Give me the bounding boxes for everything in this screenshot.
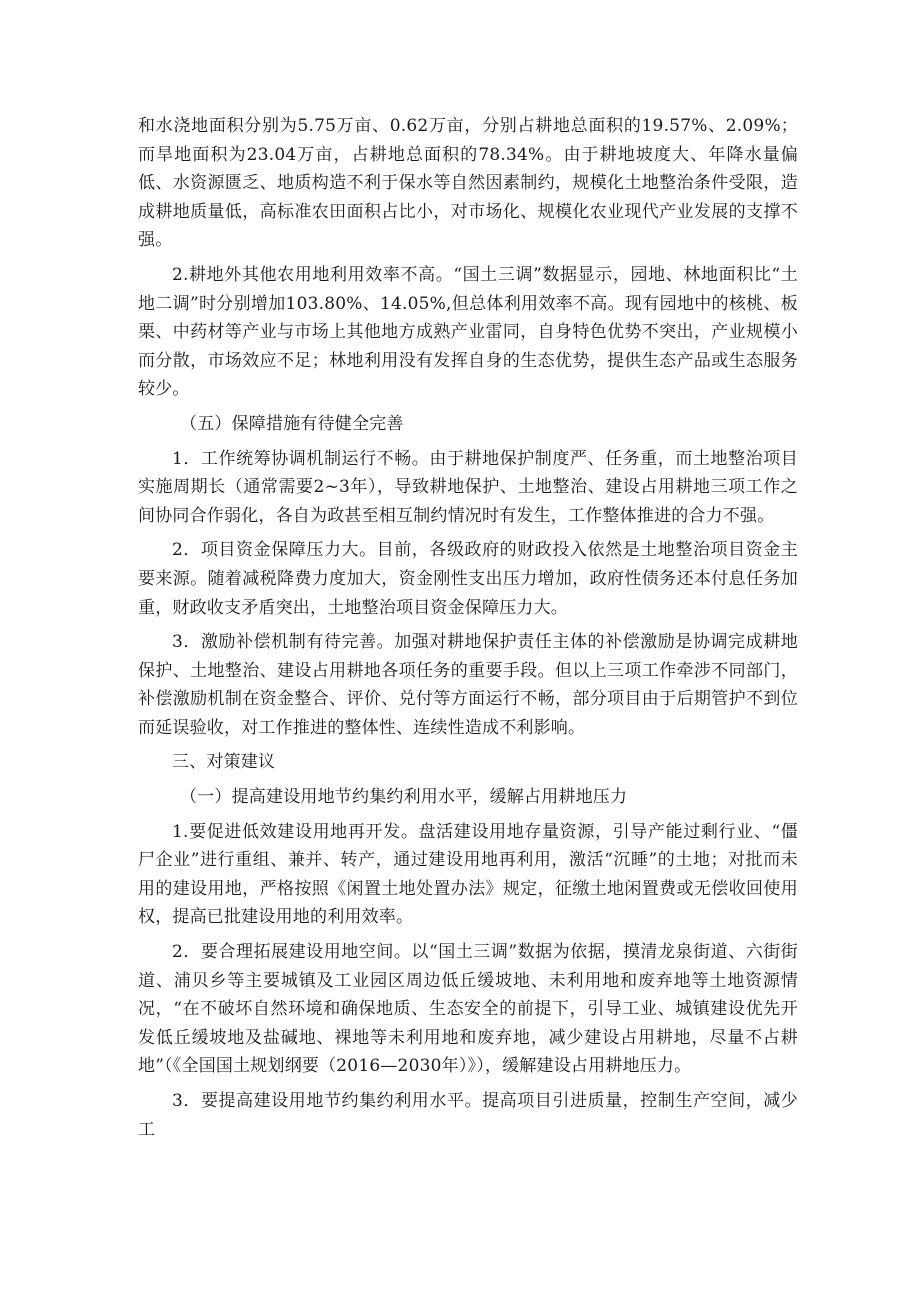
- paragraph-expand-space: 2．要合理拓展建设用地空间。以“国土三调”数据为依据，摸清龙泉街道、六街街道、浦贝乡等主要城镇及工业园区周边低丘缓坡地、未利用地和废弃地等土地资源情况，“在不破坏自然环境和确保地质、生态安全的前提下，引导工业、城镇建设优先开发低丘缓坡地及盐碱地、裸地等未利用地和废弃地，减少建设占用耕地，尽量不占耕地”（《全国国土规划纲要（2016—2030年）》），缓解建设占用耕地压力。: [138, 942, 798, 1077]
- document-body: [138, 112, 798, 1150]
- paragraph-coordination-mechanism: 1．工作统筹协调机制运行不畅。由于耕地保护制度严、任务重，而土地整治项目实施周期长（通常需要2~3年），导致耕地保护、土地整治、建设占用耕地三项工作之间协同合作弱化，各自为政甚至相互制约情况时有发生，工作整体推进的合力不强。: [138, 448, 798, 526]
- paragraph-redevelopment: 1.要促进低效建设用地再开发。盘活建设用地存量资源，引导产能过剩行业、“僵尸企业”进行重组、兼并、转产，通过建设用地再利用，激活“沉睡”的土地；对批而未用的建设用地，严格按照《闲置土地处置办法》规定，征缴土地闲置费或无偿收回使用权，提高已批建设用地的利用效率。: [138, 821, 798, 928]
- heading-safeguard-measures: （五）保障措施有待健全完善: [180, 413, 404, 434]
- paragraph-farmland-efficiency: 2.耕地外其他农用地利用效率不高。“国土三调”数据显示，园地、林地面积比“土地二调”时分别增加103.80%、14.05%,但总体利用效率不高。现有园地中的核桃、板栗、中药材等产业与市场上其他地方成熟产业雷同，自身特色优势不突出，产业规模小而分散，市场效应不足；林地利用没有发挥自身的生态优势，提供生态产品或生态服务较少。: [138, 264, 798, 400]
- heading-countermeasures: 三、对策建议: [172, 752, 276, 773]
- paragraph-intensive-use: 3．要提高建设用地节约集约利用水平。提高项目引进质量，控制生产空间，减少工: [138, 1091, 798, 1140]
- paragraph-funding-pressure: 2．项目资金保障压力大。目前，各级政府的财政投入依然是土地整治项目资金主要来源。随着减税降费力度加大，资金刚性支出压力增加，政府性债务还本付息任务加重，财政收支矛盾突出，土地整治项目资金保障压力大。: [138, 540, 798, 618]
- paragraph-incentive-mechanism: 3．激励补偿机制有待完善。加强对耕地保护责任主体的补偿激励是协调完成耕地保护、土地整治、建设占用耕地各项任务的重要手段。但以上三项工作牵涉不同部门，补偿激励机制在资金整合、评价、兑付等方面运行不畅，部分项目由于后期管护不到位而延误验收，对工作推进的整体性、连续性造成不利影响。: [138, 632, 798, 738]
- heading-improve-land-use: （一）提高建设用地节约集约利用水平，缓解占用耕地压力: [180, 787, 628, 808]
- paragraph-land-area: 和水浇地面积分别为5.75万亩、0.62万亩，分别占耕地总面积的19.57%、2.09%；而旱地面积为23.04万亩，占耕地总面积的78.34%。由于耕地坡度大、年降水量偏低、水资源匮乏、地质构造不利于保水等自然因素制约，规模化土地整治条件受限，造成耕地质量低，高标准农田面积占比小，对市场化、规模化农业现代产业发展的支撑不强。: [138, 116, 798, 251]
